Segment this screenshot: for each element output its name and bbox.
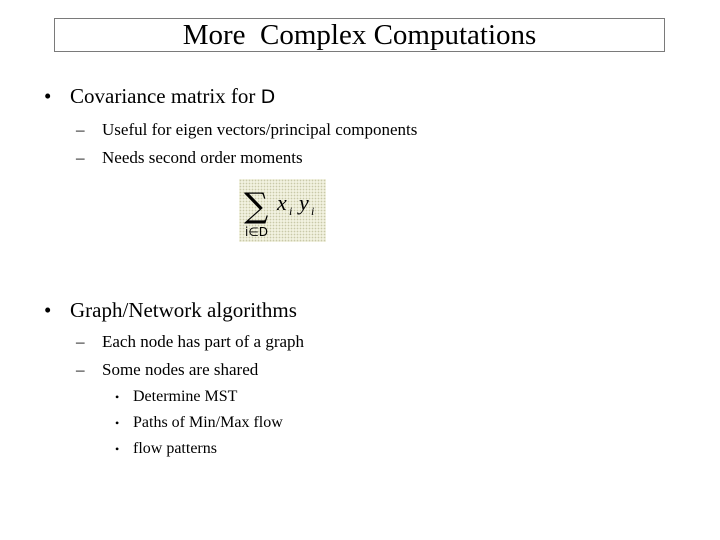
subbullet-text: Needs second order moments	[102, 148, 303, 167]
slide-title-box	[54, 18, 665, 52]
formula-svg	[239, 179, 326, 242]
subsubbullet-patterns	[115, 440, 217, 489]
formula-sum-symbol: ∑	[244, 186, 269, 226]
bullet-text: Graph/Network algorithms	[70, 298, 297, 322]
subbullet-text: Some nodes are shared	[102, 360, 259, 379]
subsubbullet-text: Determine MST	[133, 388, 238, 405]
formula-term-y: y	[299, 190, 309, 215]
dash-marker: –	[76, 332, 85, 351]
bullet-dot: •	[44, 298, 52, 322]
dot-marker: •	[115, 442, 120, 456]
formula-image	[239, 179, 326, 242]
subsubbullet-text: flow patterns	[133, 440, 217, 457]
subbullet-moments	[76, 148, 303, 200]
bullet-text-main: Covariance matrix for	[70, 84, 261, 108]
dash-marker: –	[76, 120, 85, 139]
bullet-dot: •	[44, 84, 52, 108]
formula-range: i∈D	[245, 225, 269, 239]
subbullet-text: Useful for eigen vectors/principal components	[102, 120, 418, 139]
dash-marker: –	[76, 360, 85, 379]
subbullet-text: Each node has part of a graph	[102, 332, 305, 351]
formula-term-x: x	[277, 190, 287, 215]
dash-marker: –	[76, 148, 85, 167]
dot-marker: •	[115, 390, 120, 404]
subsubbullet-text: Paths of Min/Max flow	[133, 414, 283, 431]
dot-marker: •	[115, 416, 120, 430]
formula-sub-y: i	[311, 204, 315, 218]
dataset-symbol: D	[260, 86, 276, 108]
formula-sub-x: i	[289, 204, 293, 218]
slide-title: More Complex Computations	[182, 18, 537, 51]
bullet-text	[70, 86, 275, 107]
